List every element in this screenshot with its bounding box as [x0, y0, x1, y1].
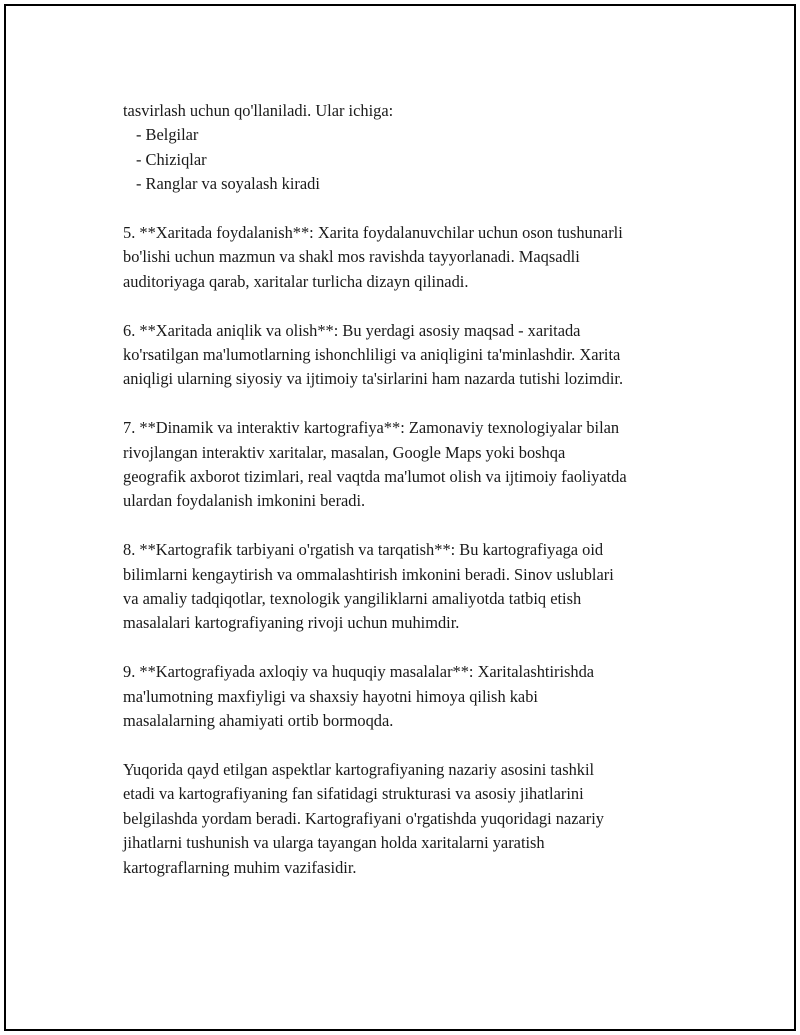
text-line: ulardan foydalanish imkonini beradi.	[123, 491, 366, 511]
document-body	[123, 99, 693, 904]
text-line: masalalari kartografiyaning rivoji uchun muhimdir.	[123, 613, 460, 633]
page-frame	[4, 4, 796, 1031]
text-line: va amaliy tadqiqotlar, texnologik yangiliklarni amaliyotda tatbiq etish	[123, 589, 582, 609]
paragraph-5	[123, 221, 693, 294]
bullet-item: - Ranglar va soyalash kiradi	[136, 174, 320, 194]
text-line: kartograflarning muhim vazifasidir.	[123, 857, 357, 877]
text-line: aniqligi ularning siyosiy va ijtimoiy ta'sirlarini ham nazarda tutishi lozimdir.	[123, 369, 624, 389]
text-line: rivojlangan interaktiv xaritalar, masalan, Google Maps yoki boshqa	[123, 442, 566, 462]
text-line: belgilashda yordam beradi. Kartografiyani o'rgatishda yuqoridagi nazariy	[123, 808, 605, 828]
paragraph-7	[123, 416, 693, 514]
text-line: 6. **Xaritada aniqlik va olish**: Bu yerdagi asosiy maqsad - xaritada	[123, 320, 581, 340]
text-line: bo'lishi uchun mazmun va shakl mos ravishda tayyorlanadi. Maqsadli	[123, 247, 580, 267]
text-line: auditoriyaga qarab, xaritalar turlicha dizayn qilinadi.	[123, 271, 469, 291]
text-line: 8. **Kartografik tarbiyani o'rgatish va tarqatish**: Bu kartografiyaga oid	[123, 540, 604, 560]
conclusion-paragraph	[123, 758, 693, 880]
paragraph-8	[123, 538, 693, 636]
text-line: 7. **Dinamik va interaktiv kartografiya**: Zamonaviy texnologiyalar bilan	[123, 418, 620, 438]
text-line: bilimlarni kengaytirish va ommalashtirish imkonini beradi. Sinov uslublari	[123, 564, 614, 584]
paragraph-6	[123, 319, 693, 392]
text-line: etadi va kartografiyaning fan sifatidagi strukturasi va asosiy jihatlarini	[123, 784, 584, 804]
text-line: 5. **Xaritada foydalanish**: Xarita foydalanuvchilar uchun oson tushunarli	[123, 223, 623, 243]
text-line: tasvirlash uchun qo'llaniladi. Ular ichiga:	[123, 101, 394, 120]
text-line: ko'rsatilgan ma'lumotlarning ishonchliligi va aniqligini ta'minlashdir. Xarita	[123, 345, 621, 365]
bullet-item: - Belgilar	[136, 125, 199, 145]
text-line: 9. **Kartografiyada axloqiy va huquqiy masalalar**: Xaritalashtirishda	[123, 662, 595, 682]
paragraph-9	[123, 660, 693, 733]
intro-block	[123, 99, 693, 197]
text-line: geografik axborot tizimlari, real vaqtda ma'lumot olish va ijtimoiy faoliyatda	[123, 467, 627, 487]
text-line: ma'lumotning maxfiyligi va shaxsiy hayotni himoya qilish kabi	[123, 686, 538, 706]
bullet-item: - Chiziqlar	[136, 149, 207, 169]
text-line: masalalarning ahamiyati ortib bormoqda.	[123, 711, 394, 731]
text-line: Yuqorida qayd etilgan aspektlar kartografiyaning nazariy asosini tashkil	[123, 759, 595, 779]
text-line: jihatlarni tushunish va ularga tayangan holda xaritalarni yaratish	[123, 833, 545, 853]
